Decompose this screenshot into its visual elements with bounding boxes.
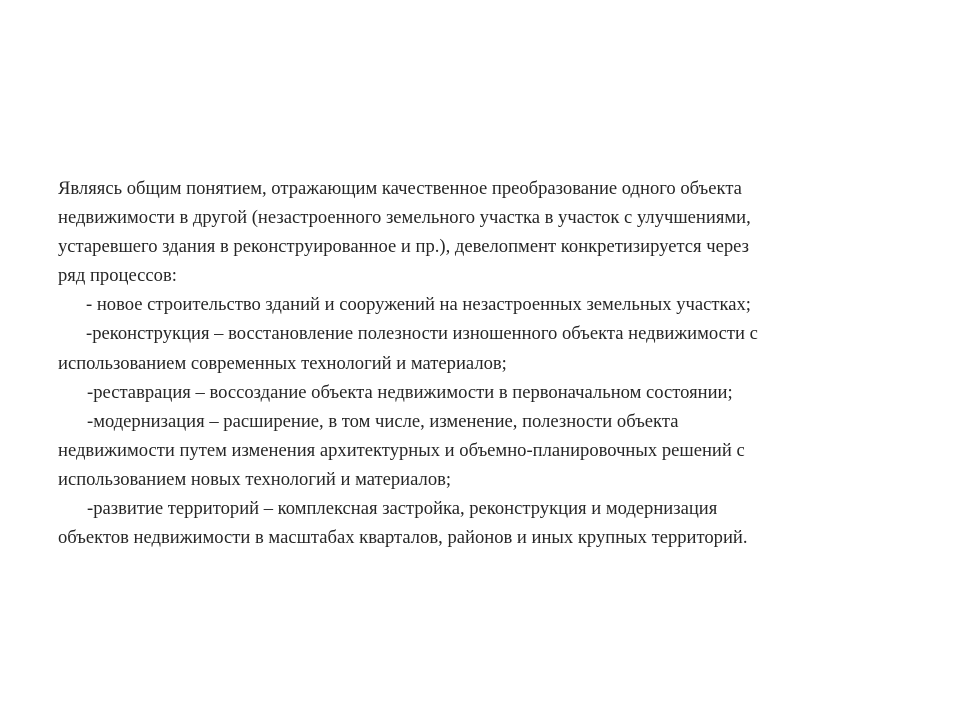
intro-paragraph: Являясь общим понятием, отражающим качественное преобразование одного объекта недвижимости в другой (незастроенного земельного участка в участок с улучшениями, устаревшего здания в реконструированное и пр.), девелопмент конкретизируется через ряд процессов: — [58, 178, 751, 287]
list-item-restoration: -реставрация – воссоздание объекта недвижимости в первоначальном состоянии; — [87, 381, 733, 403]
list-item-territory-development: -развитие территорий – комплексная застройка, реконструкция и модернизация объектов недвижимости в масштабах кварталов, районов и иных крупных территорий. — [58, 498, 748, 549]
list-item-new-construction: - новое строительство зданий и сооружений на незастроенных земельных участках; — [86, 294, 751, 316]
list-item-reconstruction: -реконструкция – восстановление полезности изношенного объекта недвижимости с использованием современных технологий и материалов; — [58, 323, 758, 374]
list-item-modernization: -модернизация – расширение, в том числе, изменение, полезности объекта недвижимости путем изменения архитектурных и объемно-планировочных решений с использованием новых технологий и материалов; — [58, 410, 745, 490]
body-text — [58, 174, 778, 552]
